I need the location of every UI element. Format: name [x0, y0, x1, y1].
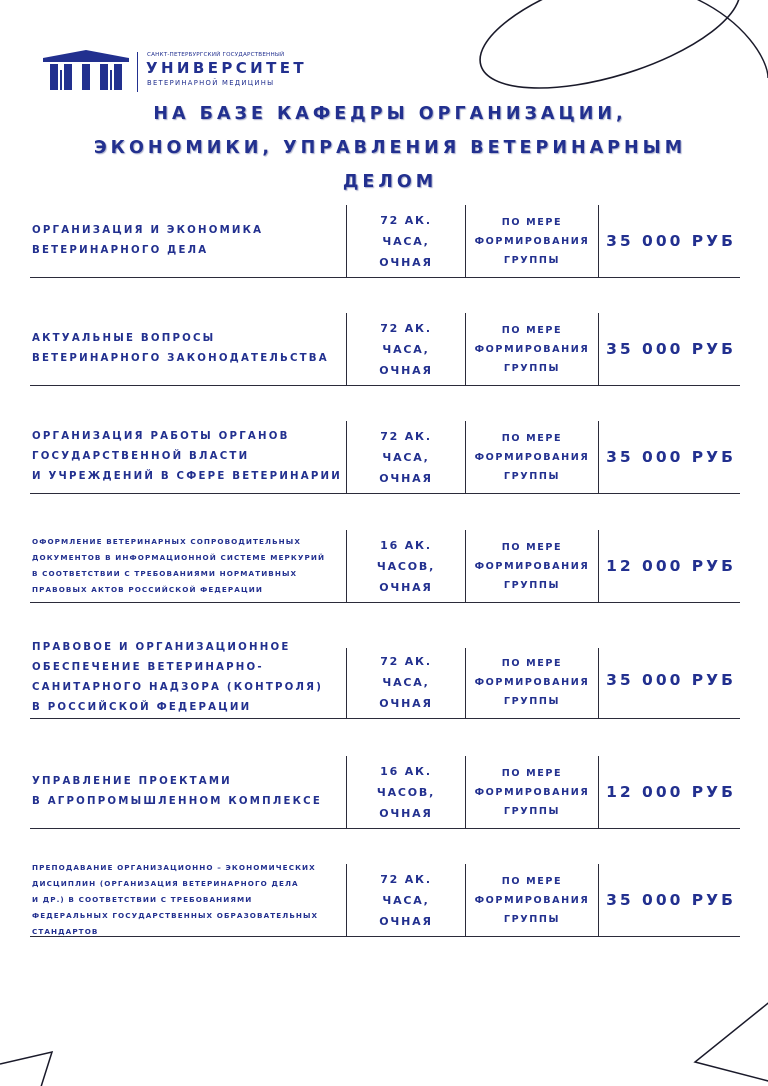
- hours-line: ОЧНАЯ: [379, 471, 433, 485]
- course-name-line: ВЕТЕРИНАРНОГО ЗАКОНОДАТЕЛЬСТВА: [32, 353, 329, 364]
- hours-line: ЧАСА,: [382, 675, 430, 689]
- course-name: [32, 313, 346, 385]
- course-name: [32, 756, 346, 828]
- course-hours: [347, 313, 465, 385]
- schedule-line: ФОРМИРОВАНИЯ: [474, 676, 590, 688]
- schedule-line: ПО МЕРЕ: [501, 875, 563, 887]
- heading-line: ЭКОНОМИКИ, УПРАВЛЕНИЯ ВЕТЕРИНАРНЫМ: [93, 138, 687, 158]
- hours-line: ОЧНАЯ: [379, 363, 433, 377]
- hours-line: ОЧНАЯ: [379, 255, 433, 269]
- schedule-line: ПО МЕРЕ: [501, 432, 563, 444]
- decorative-triangle-right: [695, 1000, 768, 1082]
- schedule-line: ГРУППЫ: [503, 470, 561, 482]
- course-schedule: [466, 530, 598, 602]
- hours-line: ЧАСА,: [382, 234, 430, 248]
- course-price: 35 000 РУБ: [606, 340, 736, 358]
- schedule-line: ГРУППЫ: [503, 579, 561, 591]
- course-row: [30, 313, 740, 386]
- schedule-line: ГРУППЫ: [503, 362, 561, 374]
- schedule-line: ФОРМИРОВАНИЯ: [474, 894, 590, 906]
- university-building-icon: [40, 50, 132, 94]
- heading-line: ДЕЛОМ: [342, 172, 438, 192]
- logo-divider: [137, 52, 138, 92]
- hours-line: ЧАСА,: [382, 342, 430, 356]
- course-name-line: ДОКУМЕНТОВ В ИНФОРМАЦИОННОЙ СИСТЕМЕ МЕРКУРИЙ: [32, 553, 326, 562]
- course-schedule: [466, 756, 598, 828]
- course-hours: [347, 864, 465, 936]
- course-name-line: ОРГАНИЗАЦИЯ РАБОТЫ ОРГАНОВ: [32, 431, 290, 442]
- course-name-line: ПРАВОВЫХ АКТОВ РОССИЙСКОЙ ФЕДЕРАЦИИ: [32, 585, 263, 594]
- course-price: 35 000 РУБ: [606, 232, 736, 250]
- hours-line: ЧАСА,: [382, 450, 430, 464]
- course-price: 35 000 РУБ: [606, 671, 736, 689]
- course-schedule: [466, 313, 598, 385]
- course-schedule: [466, 205, 598, 277]
- schedule-line: ПО МЕРЕ: [501, 657, 563, 669]
- hours-line: ЧАСОВ,: [376, 559, 436, 573]
- course-name: [32, 530, 346, 602]
- schedule-line: ГРУППЫ: [503, 254, 561, 266]
- course-name-line: И ДР.) В СООТВЕТСТВИИ С ТРЕБОВАНИЯМИ: [32, 895, 253, 904]
- course-hours: [347, 421, 465, 493]
- course-name-line: ОРГАНИЗАЦИЯ И ЭКОНОМИКА: [32, 225, 264, 236]
- schedule-line: ГРУППЫ: [503, 913, 561, 925]
- schedule-line: ПО МЕРЕ: [501, 324, 563, 336]
- hours-line: ОЧНАЯ: [379, 696, 433, 710]
- course-name-line: ОФОРМЛЕНИЕ ВЕТЕРИНАРНЫХ СОПРОВОДИТЕЛЬНЫХ: [32, 537, 301, 546]
- hours-line: 16 АК.: [380, 764, 432, 778]
- column-divider: [598, 648, 599, 718]
- course-name: [32, 864, 346, 936]
- schedule-line: ФОРМИРОВАНИЯ: [474, 451, 590, 463]
- hours-line: 72 АК.: [380, 872, 432, 886]
- course-hours: [347, 756, 465, 828]
- column-divider: [598, 864, 599, 936]
- course-name-line: ФЕДЕРАЛЬНЫХ ГОСУДАРСТВЕННЫХ ОБРАЗОВАТЕЛЬНЫХ: [32, 911, 319, 920]
- course-price: 12 000 РУБ: [606, 557, 736, 575]
- course-name-line: В РОССИЙСКОЙ ФЕДЕРАЦИИ: [32, 702, 252, 713]
- hours-line: 72 АК.: [380, 321, 432, 335]
- course-name-line: САНИТАРНОГО НАДЗОРА (КОНТРОЛЯ): [32, 682, 324, 693]
- column-divider: [598, 421, 599, 493]
- course-name-line: ДИСЦИПЛИН (ОРГАНИЗАЦИЯ ВЕТЕРИНАРНОГО ДЕЛА: [32, 879, 299, 888]
- decorative-triangle-left: [0, 1052, 52, 1086]
- hours-line: ЧАСА,: [382, 893, 430, 907]
- course-hours: [347, 530, 465, 602]
- hours-line: ОЧНАЯ: [379, 914, 433, 928]
- hours-line: 72 АК.: [380, 213, 432, 227]
- course-name: [32, 205, 346, 277]
- course-row: [30, 756, 740, 829]
- course-name-line: СТАНДАРТОВ: [32, 927, 99, 936]
- course-hours: [347, 205, 465, 277]
- column-divider: [598, 205, 599, 277]
- logo-bottom-line: ВЕТЕРИНАРНОЙ МЕДИЦИНЫ: [147, 79, 275, 87]
- course-name-line: ГОСУДАРСТВЕННОЙ ВЛАСТИ: [32, 451, 250, 462]
- logo-top-line: САНКТ-ПЕТЕРБУРГСКИЙ ГОСУДАРСТВЕННЫЙ: [147, 52, 285, 58]
- course-name-line: УПРАВЛЕНИЕ ПРОЕКТАМИ: [32, 776, 232, 787]
- course-schedule: [466, 646, 598, 718]
- course-name-line: В СООТВЕТСТВИИ С ТРЕБОВАНИЯМИ НОРМАТИВНЫХ: [32, 569, 298, 578]
- schedule-line: ФОРМИРОВАНИЯ: [474, 786, 590, 798]
- course-row: [30, 864, 740, 937]
- course-name-line: В АГРОПРОМЫШЛЕННОМ КОМПЛЕКСЕ: [32, 796, 322, 807]
- course-row: [30, 530, 740, 603]
- course-price: 12 000 РУБ: [606, 783, 736, 801]
- schedule-line: ГРУППЫ: [503, 805, 561, 817]
- schedule-line: ПО МЕРЕ: [501, 767, 563, 779]
- course-price: 35 000 РУБ: [606, 891, 736, 909]
- course-name: [32, 421, 346, 493]
- course-name-line: ПРАВОВОЕ И ОРГАНИЗАЦИОННОЕ: [32, 642, 291, 653]
- page-heading: [70, 97, 710, 199]
- column-divider: [598, 313, 599, 385]
- course-row: [30, 205, 740, 278]
- course-row: [30, 421, 740, 494]
- logo-main-line: УНИВЕРСИТЕТ: [146, 59, 308, 77]
- course-name-line: И УЧРЕЖДЕНИЙ В СФЕРЕ ВЕТЕРИНАРИИ: [32, 471, 342, 482]
- schedule-line: ФОРМИРОВАНИЯ: [474, 560, 590, 572]
- course-schedule: [466, 421, 598, 493]
- decorative-curve: [690, 0, 768, 78]
- course-price: 35 000 РУБ: [606, 448, 736, 466]
- schedule-line: ПО МЕРЕ: [501, 541, 563, 553]
- course-name-line: ПРЕПОДАВАНИЕ ОРГАНИЗАЦИОННО – ЭКОНОМИЧЕСКИХ: [32, 863, 316, 872]
- course-hours: [347, 646, 465, 718]
- column-divider: [598, 756, 599, 828]
- hours-line: 16 АК.: [380, 538, 432, 552]
- course-name-line: ОБЕСПЕЧЕНИЕ ВЕТЕРИНАРНО-: [32, 662, 264, 673]
- course-name-line: АКТУАЛЬНЫЕ ВОПРОСЫ: [32, 333, 216, 344]
- hours-line: 72 АК.: [380, 654, 432, 668]
- heading-line: НА БАЗЕ КАФЕДРЫ ОРГАНИЗАЦИИ,: [153, 104, 627, 124]
- course-name: [32, 638, 346, 718]
- hours-line: ОЧНАЯ: [379, 806, 433, 820]
- schedule-line: ГРУППЫ: [503, 695, 561, 707]
- schedule-line: ФОРМИРОВАНИЯ: [474, 235, 590, 247]
- hours-line: 72 АК.: [380, 429, 432, 443]
- course-name-line: ВЕТЕРИНАРНОГО ДЕЛА: [32, 245, 209, 256]
- course-schedule: [466, 864, 598, 936]
- hours-line: ЧАСОВ,: [376, 785, 436, 799]
- schedule-line: ФОРМИРОВАНИЯ: [474, 343, 590, 355]
- course-row: [30, 638, 740, 719]
- column-divider: [598, 530, 599, 602]
- hours-line: ОЧНАЯ: [379, 580, 433, 594]
- schedule-line: ПО МЕРЕ: [501, 216, 563, 228]
